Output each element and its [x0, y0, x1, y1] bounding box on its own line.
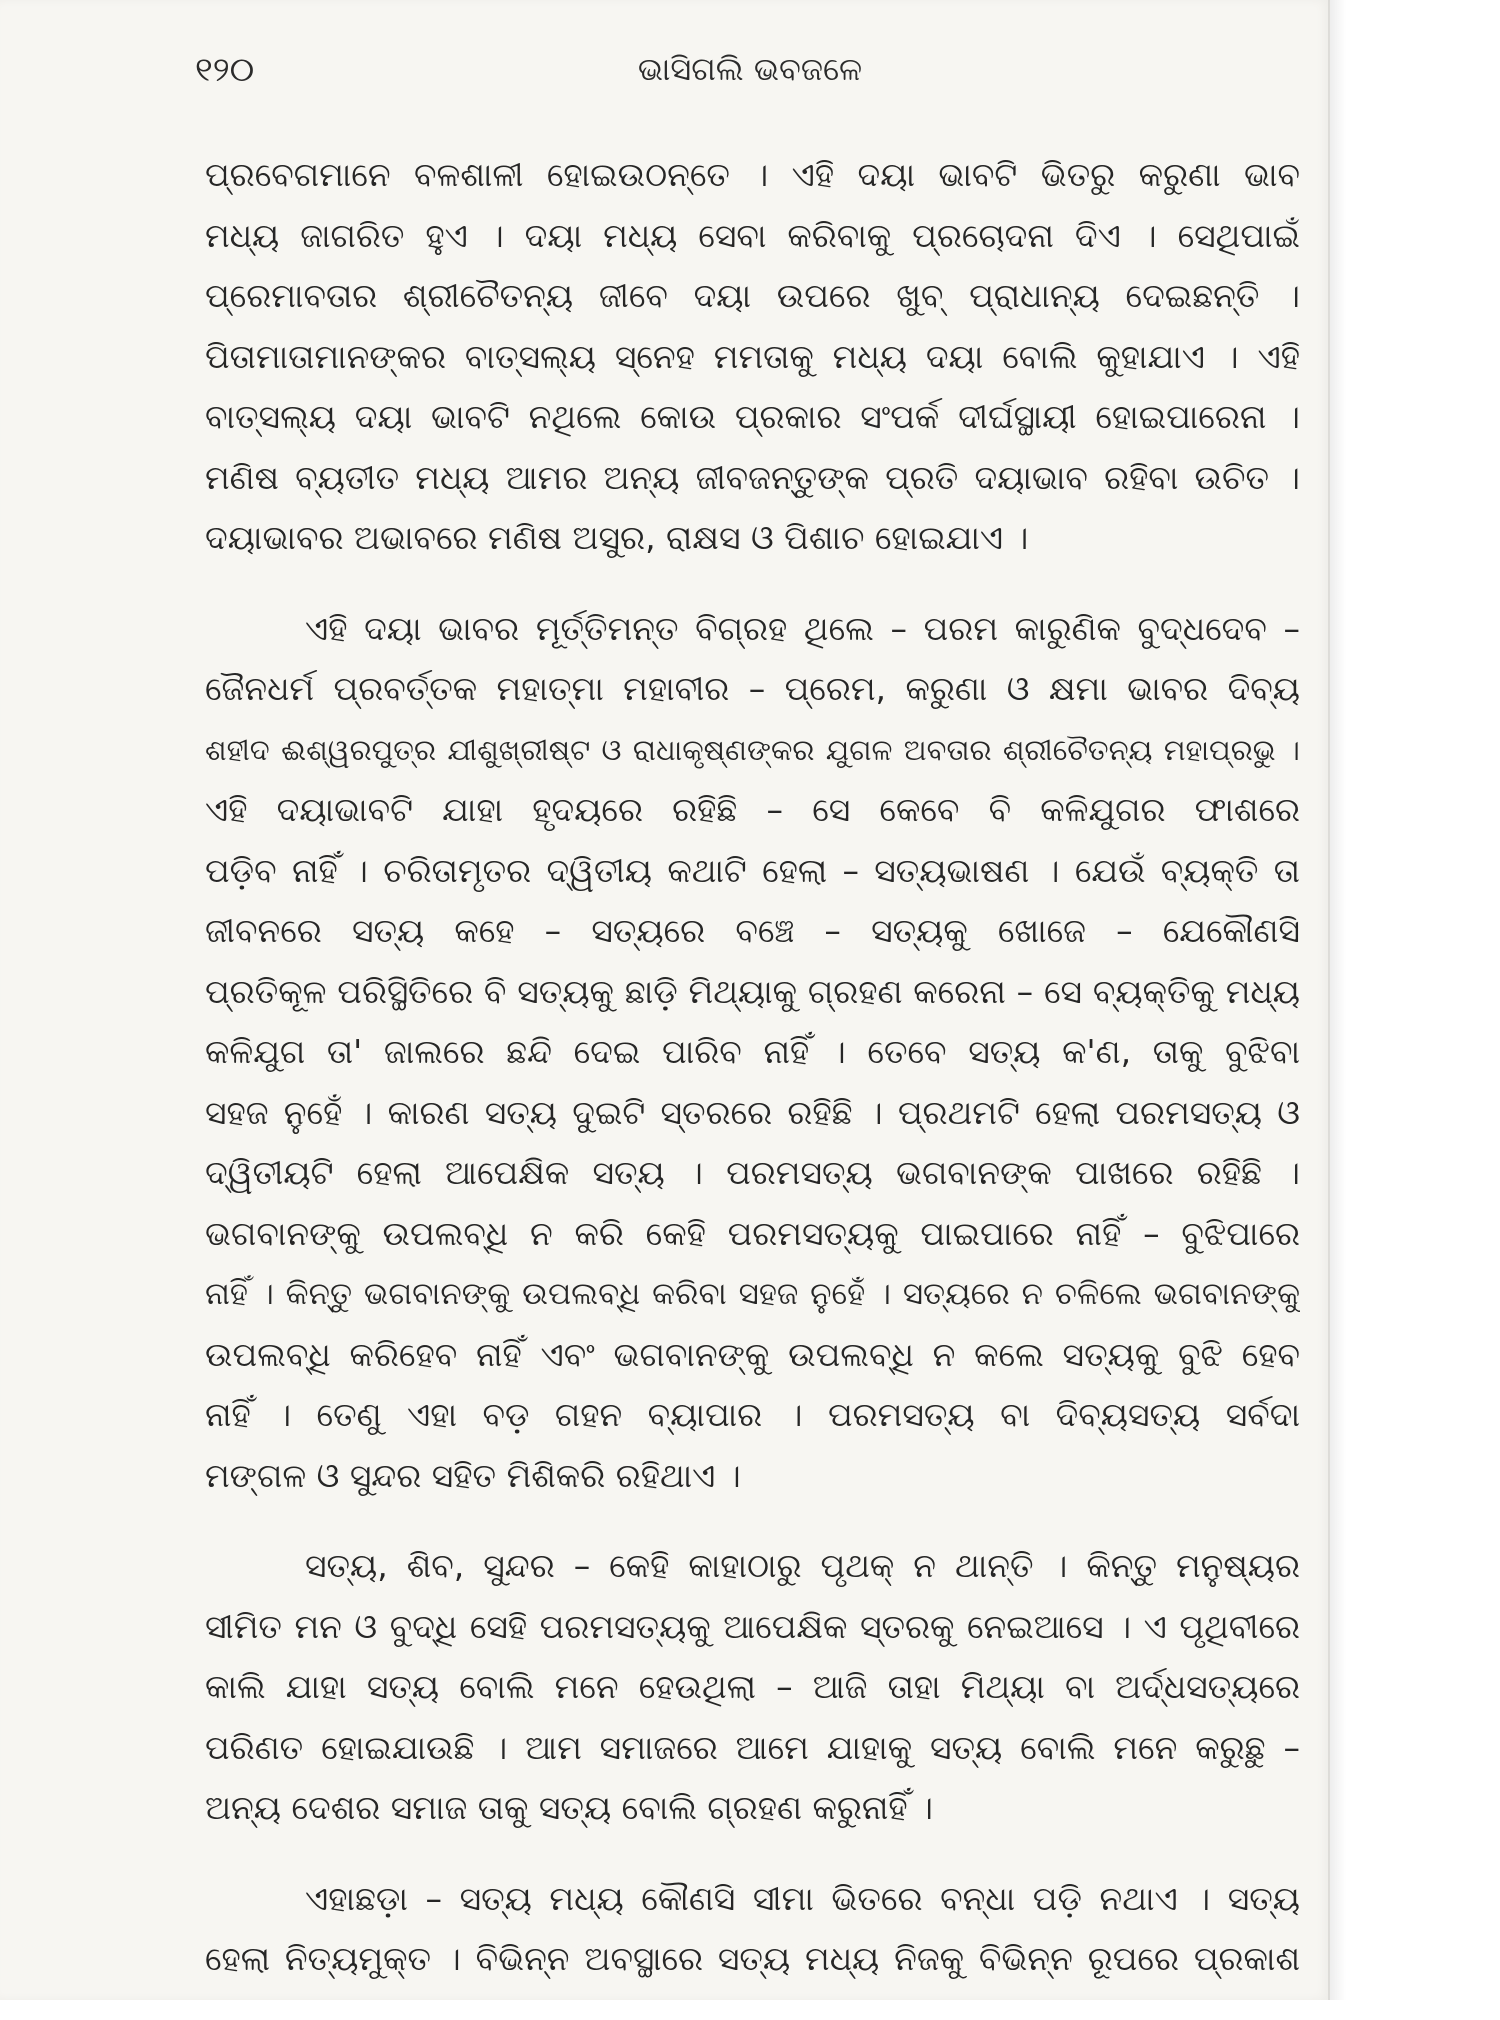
- text-line: ପ୍ରବେଗମାନେ ବଳଶାଳୀ ହୋଇଉଠନ୍ତେ । ଏହି ଦୟା ଭାବଟି ଭିତରୁ କରୁଣା ଭାବ: [205, 155, 1300, 194]
- text-line: ମଙ୍ଗଳ ଓ ସୁନ୍ଦର ସହିତ ମିଶିକରି ରହିଥାଏ ।: [205, 1455, 741, 1495]
- page-edge-shadow: [1328, 0, 1346, 2000]
- page-number: ୧୨୦: [195, 50, 255, 90]
- text-line: ମଧ୍ୟ ଜାଗରିତ ହୁଏ । ଦୟା ମଧ୍ୟ ସେବା କରିବାକୁ ପ୍ରଚୋଦନା ଦିଏ । ସେଥିପାଇଁ: [205, 215, 1300, 255]
- text-line: ଦୟାଭାବର ଅଭାବରେ ମଣିଷ ଅସୁର, ରାକ୍ଷସ ଓ ପିଶାଚ ହୋଇଯାଏ ।: [205, 518, 1029, 557]
- text-line: ଏହି ଦୟାଭାବଟି ଯାହା ହୃଦୟରେ ରହିଛି – ସେ କେବେ ବି କଳିଯୁଗର ଫାଶରେ: [205, 790, 1300, 829]
- text-line: ନାହିଁ । କିନ୍ତୁ ଭଗବାନଙ୍କୁ ଉପଲବ୍ଧି କରିବା ସହଜ ନୁହେଁ । ସତ୍ୟରେ ନ ଚଳିଲେ ଭଗବାନଙ୍କୁ: [205, 1276, 1300, 1312]
- text-line: ହେଲା ନିତ୍ୟମୁକ୍ତ । ବିଭିନ୍ନ ଅବସ୍ଥାରେ ସତ୍ୟ ମଧ୍ୟ ନିଜକୁ ବିଭିନ୍ନ ରୂପରେ ପ୍ରକାଶ: [205, 1939, 1300, 1978]
- text-line: ଏହାଛଡ଼ା – ସତ୍ୟ ମଧ୍ୟ କୌଣସି ସୀମା ଭିତରେ ବନ୍ଧା ପଡ଼ି ନଥାଏ । ସତ୍ୟ: [305, 1878, 1300, 1918]
- paragraph-3: [205, 1536, 1300, 1839]
- text-line: ସତ୍ୟ, ଶିବ, ସୁନ୍ଦର – କେହି କାହାଠାରୁ ପୃଥକ୍ ନ ଥାନ୍ତି । କିନ୍ତୁ ମନୁଷ୍ୟର: [305, 1546, 1300, 1585]
- text-line: ଜୀବନରେ ସତ୍ୟ କହେ – ସତ୍ୟରେ ବଞ୍ଚେ – ସତ୍ୟକୁ ଖୋଜେ – ଯେକୌଣସି: [205, 911, 1300, 950]
- text-line: ସହଜ ନୁହେଁ । କାରଣ ସତ୍ୟ ଦୁଇଟି ସ୍ତରରେ ରହିଛି । ପ୍ରଥମଟି ହେଲା ପରମସତ୍ୟ ଓ: [205, 1092, 1300, 1132]
- text-line: ଭଗବାନଙ୍କୁ ଉପଲବ୍ଧି ନ କରି କେହି ପରମସତ୍ୟକୁ ପାଇପାରେ ନାହିଁ – ବୁଝିପାରେ: [205, 1213, 1300, 1253]
- text-line: ଦ୍ୱିତୀୟଟି ହେଲା ଆପେକ୍ଷିକ ସତ୍ୟ । ପରମସତ୍ୟ ଭଗବାନଙ୍କ ପାଖରେ ରହିଛି ।: [205, 1153, 1300, 1192]
- text-line: କଳିଯୁଗ ତା' ଜାଲରେ ଛନ୍ଦି ଦେଇ ପାରିବ ନାହିଁ । ତେବେ ସତ୍ୟ କ'ଣ, ତାକୁ ବୁଝିବା: [205, 1032, 1300, 1071]
- text-line: ପ୍ରେମାବତାର ଶ୍ରୀଚୈତନ୍ୟ ଜୀବେ ଦୟା ଉପରେ ଖୁବ୍ ପ୍ରାଧାନ୍ୟ ଦେଇଛନ୍ତି ।: [205, 276, 1300, 315]
- paragraph-2: [205, 599, 1300, 1507]
- text-line: ନାହିଁ । ତେଣୁ ଏହା ବଡ଼ ଗହନ ବ୍ୟାପାର । ପରମସତ୍ୟ ବା ଦିବ୍ୟସତ୍ୟ ସର୍ବଦା: [205, 1395, 1300, 1434]
- text-line: ପଡ଼ିବ ନାହିଁ । ଚରିତାମୃତର ଦ୍ୱିତୀୟ କଥାଟି ହେଲା – ସତ୍ୟଭାଷଣ । ଯେଉଁ ବ୍ୟକ୍ତି ତା: [205, 850, 1300, 890]
- body-text: [205, 145, 1300, 2020]
- text-line: ଏହି ଦୟା ଭାବର ମୂର୍ତ୍ତିମନ୍ତ ବିଗ୍ରହ ଥିଲେ – ପରମ କାରୁଣିକ ବୁଦ୍ଧଦେବ –: [305, 608, 1300, 648]
- text-line: ପ୍ରତିକୂଳ ପରିସ୍ଥିତିରେ ବି ସତ୍ୟକୁ ଛାଡ଼ି ମିଥ୍ୟାକୁ ଗ୍ରହଣ କରେନା – ସେ ବ୍ୟକ୍ତିକୁ ମଧ୍ୟ: [205, 971, 1300, 1011]
- text-line: ମଣିଷ ବ୍ୟତୀତ ମଧ୍ୟ ଆମର ଅନ୍ୟ ଜୀବଜନ୍ତୁଙ୍କ ପ୍ରତି ଦୟାଭାବ ରହିବା ଉଚିତ ।: [205, 457, 1300, 497]
- text-line: ଅନ୍ୟ ଦେଶର ସମାଜ ତାକୁ ସତ୍ୟ ବୋଲି ଗ୍ରହଣ କରୁନାହିଁ ।: [205, 1788, 933, 1827]
- paragraph-1: [205, 145, 1300, 569]
- paragraph-4: [205, 1869, 1300, 1990]
- text-line: ପିତାମାତାମାନଙ୍କର ବାତ୍ସଲ୍ୟ ସ୍ନେହ ମମତାକୁ ମଧ୍ୟ ଦୟା ବୋଲି କୁହାଯାଏ । ଏହି: [205, 336, 1300, 376]
- text-line: ଜୈନଧର୍ମ ପ୍ରବର୍ତ୍ତକ ମହାତ୍ମା ମହାବୀର – ପ୍ରେମ, କରୁଣା ଓ କ୍ଷମା ଭାବର ଦିବ୍ୟ: [205, 669, 1300, 708]
- text-line: ଶହୀଦ ଈଶ୍ୱରପୁତ୍ର ଯୀଶୁଖ୍ରୀଷ୍ଟ ଓ ରାଧାକୃଷ୍ଣଙ୍କର ଯୁଗଳ ଅବତାର ଶ୍ରୀଚୈତନ୍ୟ ମହାପ୍ରଭୁ ।: [205, 732, 1300, 767]
- text-line: ସୀମିତ ମନ ଓ ବୁଦ୍ଧି ସେହି ପରମସତ୍ୟକୁ ଆପେକ୍ଷିକ ସ୍ତରକୁ ନେଇଆସେ । ଏ ପୃଥିବୀରେ: [205, 1606, 1300, 1646]
- text-line: ଉପଲବ୍ଧି କରିହେବ ନାହିଁ ଏବଂ ଭଗବାନଙ୍କୁ ଉପଲବ୍ଧି ନ କଲେ ସତ୍ୟକୁ ବୁଝି ହେବ: [205, 1334, 1300, 1374]
- text-line: ପରିଣତ ହୋଇଯାଉଛି । ଆମ ସମାଜରେ ଆମେ ଯାହାକୁ ସତ୍ୟ ବୋଲି ମନେ କରୁଛୁ –: [205, 1727, 1300, 1767]
- running-title: ଭାସିଗଲି ଭବଜଳେ: [637, 50, 863, 88]
- text-line: ବାତ୍ସଲ୍ୟ ଦୟା ଭାବଟି ନଥିଲେ କୋଉ ପ୍ରକାର ସଂପର୍କ ଦୀର୍ଘସ୍ଥାୟୀ ହୋଇପାରେନା ।: [205, 397, 1300, 436]
- page-header: [195, 50, 1305, 110]
- text-line: କାଲି ଯାହା ସତ୍ୟ ବୋଲି ମନେ ହେଉଥିଲା – ଆଜି ତାହା ମିଥ୍ୟା ବା ଅର୍ଦ୍ଧସତ୍ୟରେ: [205, 1667, 1300, 1706]
